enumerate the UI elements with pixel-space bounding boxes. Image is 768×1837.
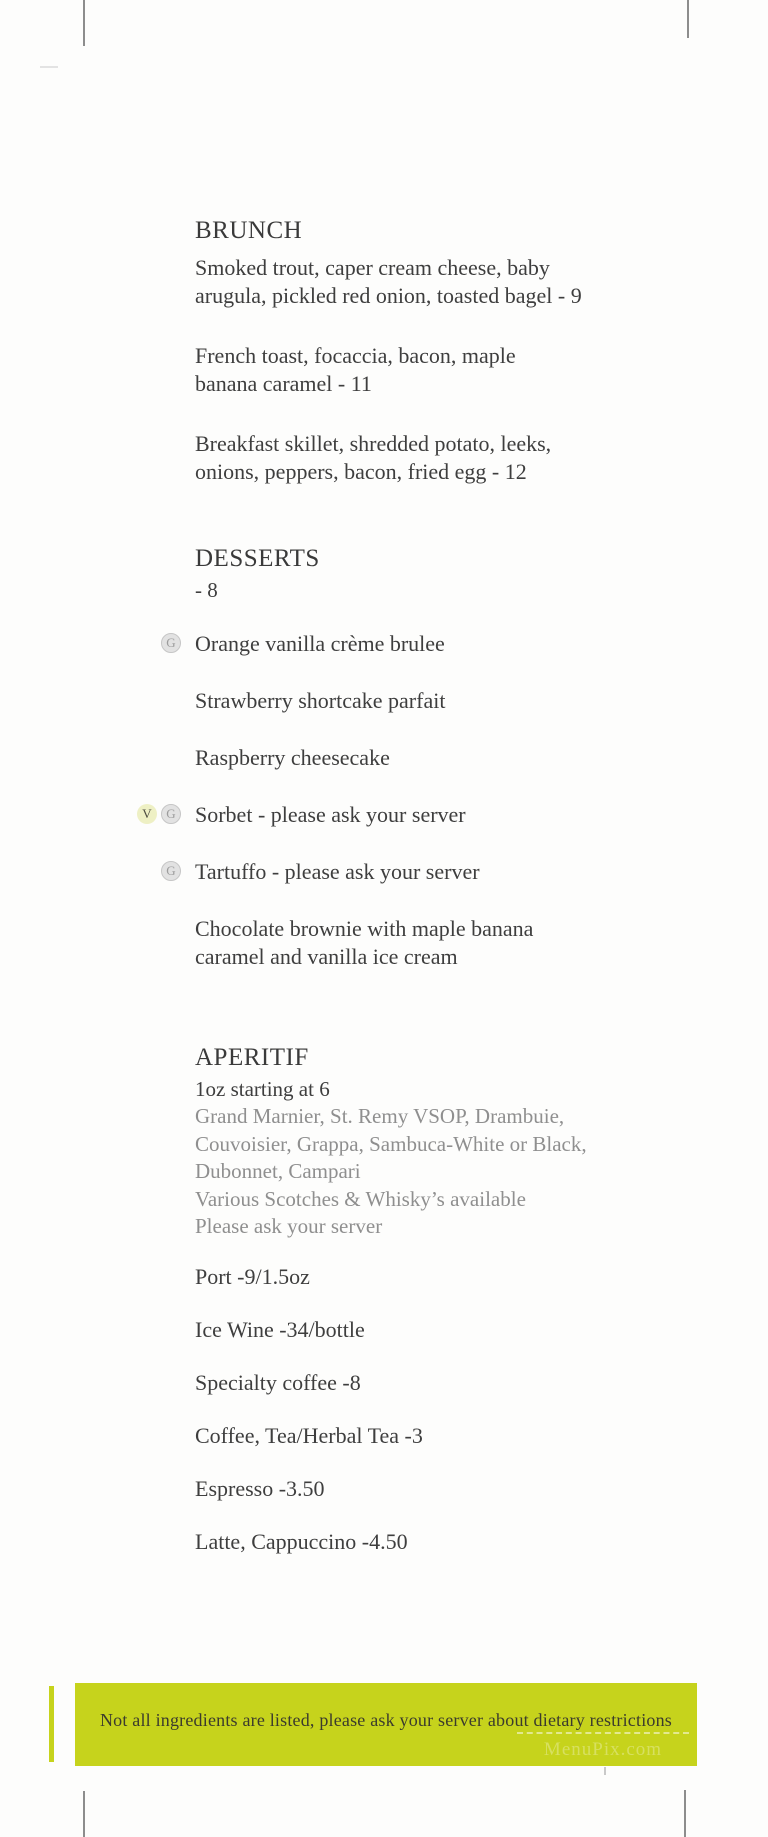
watermark: MenuPix.com [517,1732,689,1761]
scan-artifact-tick [604,1767,606,1775]
disclaimer-text: Not all ingredients are listed, please ask your server about dietary restrictions [99,1710,673,1730]
menu-item [166,630,675,658]
gluten-free-icon: G [161,633,181,653]
menu-item-line: caramel and vanilla ice cream [195,944,458,969]
menu-item [195,430,675,486]
menu-content [142,216,675,1581]
menu-item [166,858,675,886]
menu-item [195,1369,675,1397]
menu-item-line: Ice Wine -34/bottle [195,1316,365,1342]
menu-item-line: Strawberry shortcake parfait [195,688,446,713]
menu-item-line: arugula, pickled red onion, toasted bagel - 9 [195,283,582,308]
menu-item-line: Coffee, Tea/Herbal Tea -3 [195,1422,423,1448]
menu-item-line: banana caramel - 11 [195,371,372,396]
vegan-icon: V [137,804,157,824]
note-line: Couvoisier, Grappa, Sambuca-White or Black, [195,1131,587,1156]
crop-mark-top-left [83,0,85,46]
section-title: APERITIF [195,1044,309,1071]
menu-item [195,1528,675,1556]
menu-item [195,915,675,971]
section-price: - 8 [195,578,218,602]
menu-item [195,1316,675,1344]
gluten-free-icon: G [161,804,181,824]
menu-item-line: Tartuffo - please ask your server [195,859,480,884]
section-title: DESSERTS [195,545,320,572]
menu-item [195,1475,675,1503]
section-brunch [195,216,675,486]
menu-item-line: Chocolate brownie with maple banana [195,916,534,941]
crop-mark-top-right [687,0,689,38]
menu-item [195,744,675,772]
menu-item-line: French toast, focaccia, bacon, maple [195,343,516,368]
section-aperitif [195,1043,675,1556]
menu-item-line: Orange vanilla crème brulee [195,631,445,656]
menu-item [195,687,675,715]
section-title: BRUNCH [195,217,303,244]
note-line: Various Scotches & Whisky’s available [195,1186,526,1211]
note-line: Please ask your server [195,1214,383,1238]
menu-item [195,254,675,310]
dietary-disclaimer-banner [75,1683,697,1766]
note-line: Dubonnet, Campari [195,1159,361,1183]
banner-edge-sliver [49,1686,54,1762]
aperitif-notes [195,1103,675,1241]
crop-mark-bottom-right [684,1790,686,1837]
menu-item-line: Port -9/1.5oz [195,1263,310,1289]
menu-item-line: Breakfast skillet, shredded potato, leeks, [195,431,552,456]
menu-item-line: onions, peppers, bacon, fried egg - 12 [195,459,527,484]
menu-item-line: Sorbet - please ask your server [195,802,466,827]
gluten-free-icon: G [161,861,181,881]
dietary-badges [133,633,181,653]
dietary-badges [133,861,181,881]
menu-item-line: Smoked trout, caper cream cheese, baby [195,255,550,280]
menu-item [142,801,675,829]
menu-item-line: Specialty coffee -8 [195,1369,361,1395]
dietary-badges [133,804,181,824]
menu-item-line: Espresso -3.50 [195,1475,325,1501]
scan-artifact-tick [40,66,58,68]
section-desserts [142,544,675,971]
note-line: Grand Marnier, St. Remy VSOP, Drambuie, [195,1104,565,1128]
menu-item-line: Latte, Cappuccino -4.50 [195,1528,408,1554]
section-subtitle: 1oz starting at 6 [195,1077,330,1101]
menu-item [195,1422,675,1450]
crop-mark-bottom-left [83,1791,85,1837]
menu-item [195,342,675,398]
menu-item [195,1263,675,1291]
menu-item-line: Raspberry cheesecake [195,745,390,770]
